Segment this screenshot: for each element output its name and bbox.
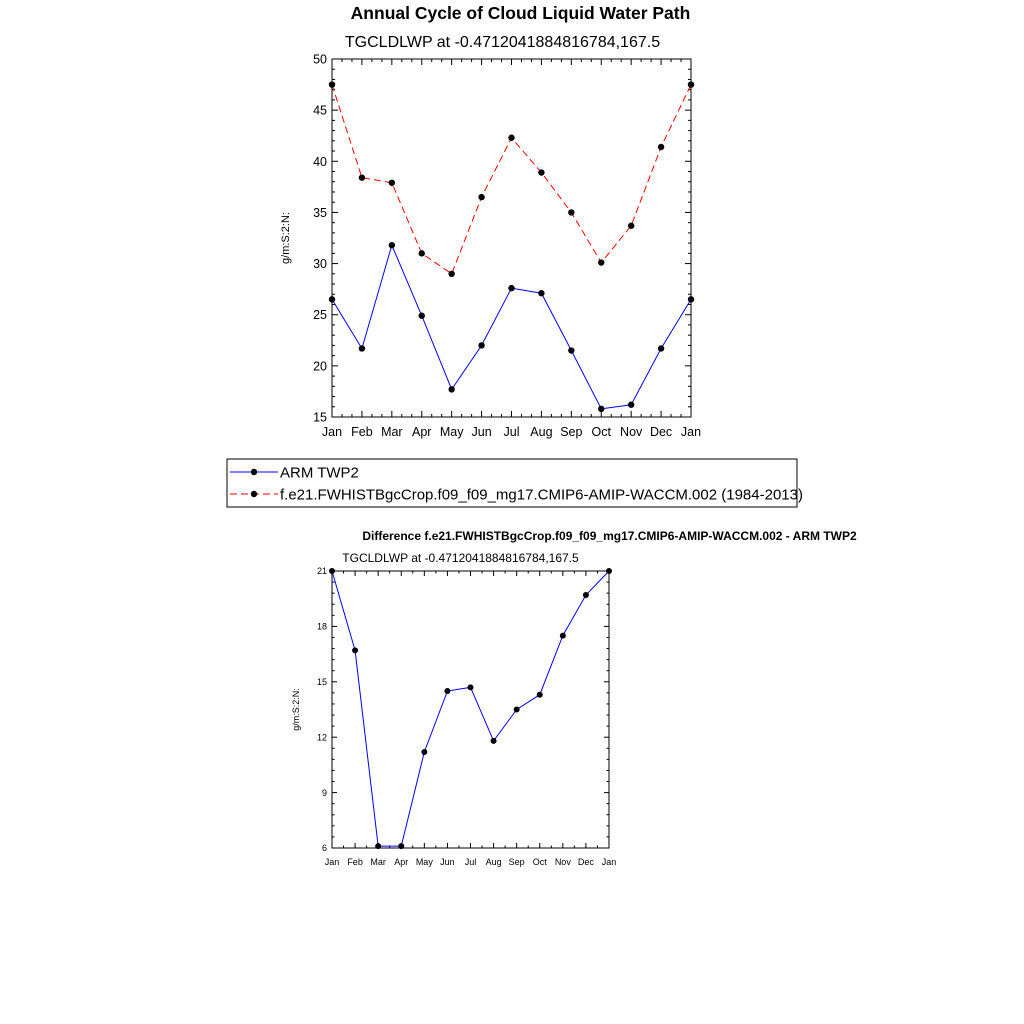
data-point <box>468 684 474 690</box>
data-point <box>658 144 664 150</box>
data-point <box>329 296 335 302</box>
data-point <box>478 194 484 200</box>
y-tick-label: 20 <box>313 359 327 374</box>
data-point <box>598 406 604 412</box>
x-tick-label: Nov <box>620 425 643 439</box>
plot-frame <box>332 59 691 417</box>
y-tick-label: 30 <box>313 257 327 272</box>
data-point <box>352 647 358 653</box>
y-tick-label: 15 <box>316 677 327 688</box>
data-point <box>359 174 365 180</box>
data-point <box>688 81 694 87</box>
series-line-1 <box>332 245 691 409</box>
legend-label-2: f.e21.FWHISTBgcCrop.f09_f09_mg17.CMIP6-AMIP-WACCM.002 (1984-2013) <box>280 486 803 504</box>
data-point <box>329 568 335 574</box>
x-tick-label: Mar <box>370 857 386 867</box>
x-tick-label: Jan <box>680 425 702 439</box>
y-tick-label: 21 <box>316 566 327 577</box>
y-tick-label: 35 <box>313 205 327 220</box>
x-tick-label: Jan <box>601 857 617 867</box>
x-tick-label: Sep <box>560 425 583 439</box>
data-point <box>537 692 543 698</box>
y-tick-label: 45 <box>313 103 327 118</box>
x-tick-label: Aug <box>485 857 502 867</box>
y-tick-label: 15 <box>313 410 327 425</box>
series-line-1 <box>332 571 609 846</box>
chart-subtitle: TGCLDLWP at -0.4712041884816784,167.5 <box>342 551 579 565</box>
x-tick-label: Jun <box>471 425 492 439</box>
legend-marker <box>251 491 257 497</box>
x-tick-label: Apr <box>412 425 432 439</box>
data-point <box>583 592 589 598</box>
x-tick-label: May <box>415 857 433 867</box>
data-point <box>598 259 604 265</box>
y-tick-label: 12 <box>316 732 327 743</box>
data-point <box>508 285 514 291</box>
legend-marker <box>251 469 257 475</box>
x-tick-label: Jan <box>324 857 340 867</box>
y-tick-label: 9 <box>321 787 327 798</box>
x-tick-label: Oct <box>532 857 547 867</box>
data-point <box>375 843 381 849</box>
data-point <box>398 843 404 849</box>
legend-label-1: ARM TWP2 <box>280 464 359 482</box>
x-tick-label: Oct <box>591 425 611 439</box>
data-point <box>419 250 425 256</box>
x-tick-label: Jun <box>440 857 455 867</box>
legend <box>227 459 803 507</box>
chart-title: Difference f.e21.FWHISTBgcCrop.f09_f09_mg17.CMIP6-AMIP-WACCM.002 - ARM TWP2 <box>362 529 857 543</box>
data-point <box>389 242 395 248</box>
chart-title: Annual Cycle of Cloud Liquid Water Path <box>350 3 691 23</box>
y-tick-label: 50 <box>313 52 327 67</box>
x-tick-label: Feb <box>351 425 373 439</box>
data-point <box>448 386 454 392</box>
data-point <box>560 633 566 639</box>
y-tick-label: 40 <box>313 154 327 169</box>
data-point <box>448 271 454 277</box>
data-point <box>478 342 484 348</box>
x-tick-label: Nov <box>554 857 571 867</box>
data-point <box>421 749 427 755</box>
data-point <box>389 180 395 186</box>
data-point <box>514 707 520 713</box>
data-point <box>568 209 574 215</box>
chart-2 <box>291 529 857 867</box>
data-point <box>444 688 450 694</box>
data-point <box>568 347 574 353</box>
data-point <box>628 402 634 408</box>
y-axis-label: g/m:S:2:N: <box>280 212 292 264</box>
chart-subtitle: TGCLDLWP at -0.4712041884816784,167.5 <box>344 34 661 51</box>
data-point <box>491 738 497 744</box>
data-point <box>606 568 612 574</box>
chart-1 <box>227 3 803 507</box>
data-point <box>658 345 664 351</box>
y-tick-label: 6 <box>321 843 327 854</box>
y-axis-label: g/m:S:2:N: <box>291 688 301 731</box>
x-tick-label: May <box>439 425 464 439</box>
x-tick-label: Dec <box>649 425 673 439</box>
x-tick-label: Mar <box>381 425 403 439</box>
data-point <box>538 290 544 296</box>
data-point <box>538 169 544 175</box>
data-point <box>508 135 514 141</box>
x-tick-label: Jul <box>503 425 520 439</box>
x-tick-label: Sep <box>508 857 525 867</box>
data-point <box>419 313 425 319</box>
x-tick-label: Jan <box>321 425 343 439</box>
data-point <box>688 296 694 302</box>
x-tick-label: Jul <box>464 857 477 867</box>
x-tick-label: Apr <box>394 857 409 867</box>
x-tick-label: Aug <box>530 425 553 439</box>
x-tick-label: Dec <box>577 857 594 867</box>
series-line-2 <box>332 85 691 274</box>
y-tick-label: 18 <box>316 621 327 632</box>
data-point <box>329 81 335 87</box>
data-point <box>628 223 634 229</box>
x-tick-label: Feb <box>347 857 363 867</box>
y-tick-label: 25 <box>313 308 327 323</box>
data-point <box>359 345 365 351</box>
